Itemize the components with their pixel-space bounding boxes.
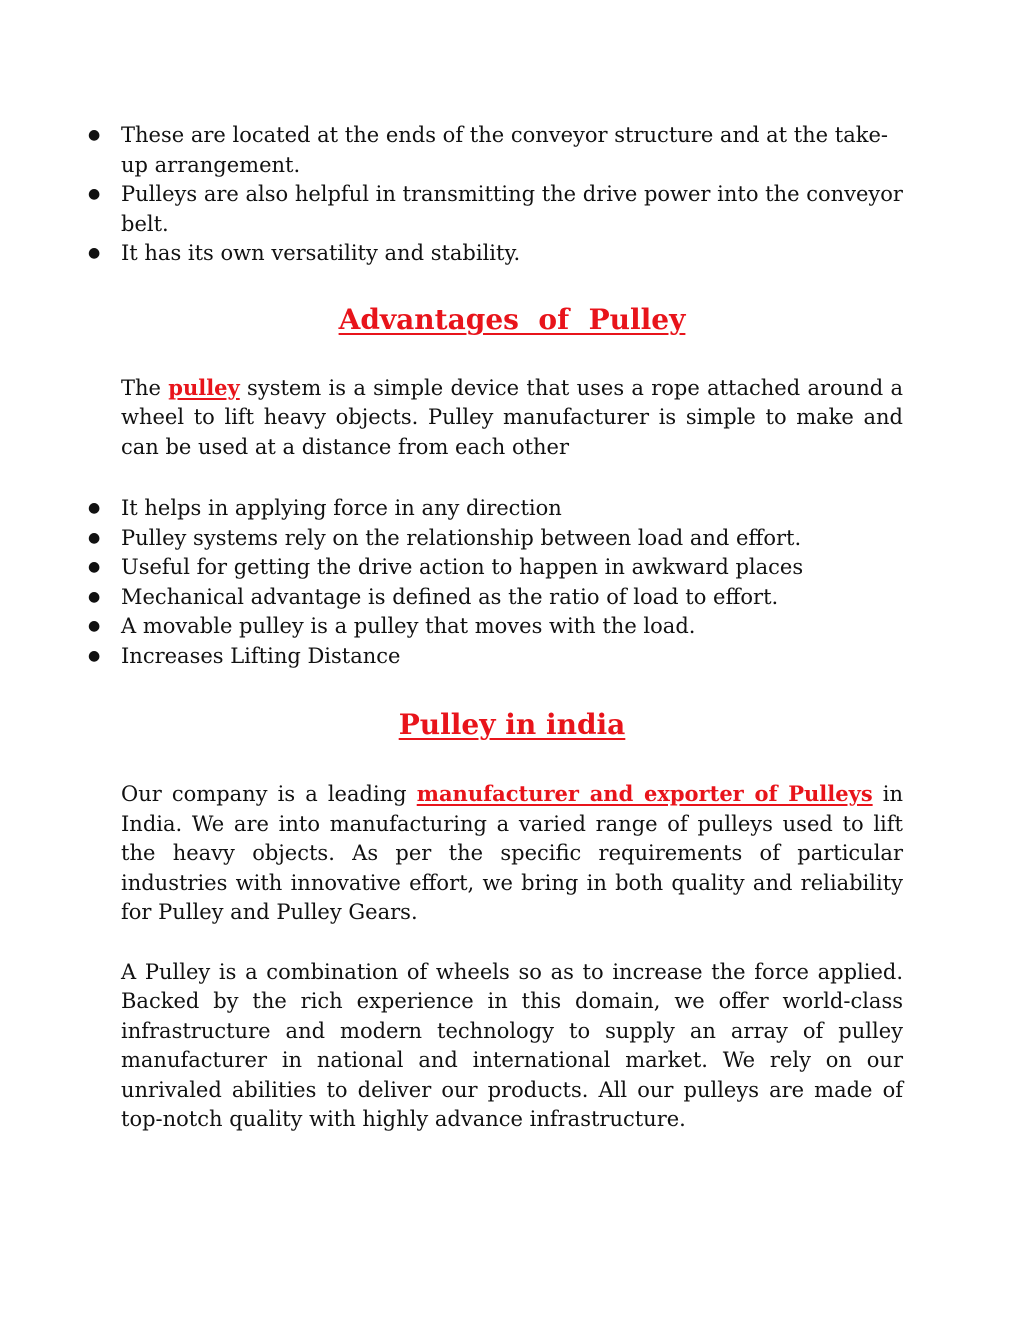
bullet-dot-icon: ● [88, 500, 101, 516]
list-item-text: A movable pulley is a pulley that moves with the load. [121, 614, 696, 638]
list-item [88, 524, 903, 554]
bullet-dot-icon: ● [88, 647, 101, 664]
list-item [88, 553, 903, 583]
document-content [88, 121, 903, 1135]
list-item-text: These are located at the ends of the conveyor structure and at the take-up arrangement. [121, 123, 888, 177]
list-item [88, 239, 903, 269]
advantages-paragraph [121, 373, 903, 463]
bullet-dot-icon: ● [88, 559, 101, 575]
advantages-heading: Advantages of Pulley [338, 302, 686, 336]
list-item-text: Pulley systems rely on the relationship between load and effort. [121, 525, 802, 550]
list-item [88, 180, 903, 239]
list-item [88, 494, 903, 524]
bullet-dot-icon: ● [88, 245, 101, 261]
list-item-text: It has its own versatility and stability. [121, 241, 521, 265]
list-item [88, 642, 903, 672]
advantages-bullet-list [88, 494, 903, 671]
list-item-text: Pulleys are also helpful in transmitting the drive power into the conveyor belt. [121, 182, 903, 236]
india-paragraph-2: A Pulley is a combination of wheels so as to increase the force applied. Backed by the rich experience in this domain, we offer world-class infrastructure and modern technology to supply an array of pulley manufacturer in national and international market. We rely on our unrivaled abilities to deliver our products. All our pulleys are made of top-notch quality with highly advance infrastructure. [121, 959, 903, 1131]
list-item-text: It helps in applying force in any direction [121, 496, 562, 520]
paragraph-text: in India. We are into manufacturing a varied range of pulleys used to lift the heavy objects. As per the specific requirements of particular industries with innovative effort, we bring in both quality and reliability for Pulley and Pulley Gears. [121, 782, 903, 924]
bullet-dot-icon: ● [88, 186, 101, 202]
list-item [88, 121, 903, 180]
pulley-in-india-heading: Pulley in india [398, 708, 626, 741]
list-item [88, 583, 903, 613]
list-item-text: Useful for getting the drive action to happen in awkward places [121, 555, 804, 579]
intro-bullet-list [88, 121, 903, 269]
list-item-text: Increases Lifting Distance [121, 643, 401, 668]
list-item-text: Mechanical advantage is defined as the ratio of load to effort. [121, 584, 779, 609]
bullet-dot-icon: ● [88, 588, 101, 605]
paragraph-text: system is a simple device that uses a rope attached around a wheel to lift heavy objects. Pulley manufacturer is simple to make and can be used at a distance from each other [121, 375, 903, 459]
bullet-dot-icon: ● [88, 618, 101, 634]
list-item [88, 612, 903, 642]
paragraph-text: The [121, 375, 169, 400]
pulley-link[interactable]: pulley [168, 374, 240, 400]
manufacturer-exporter-link[interactable]: manufacturer and exporter of Pulleys [416, 781, 873, 806]
india-paragraph-1 [121, 779, 903, 928]
bullet-dot-icon: ● [88, 127, 101, 143]
paragraph-text: Our company is a leading [121, 782, 417, 806]
bullet-dot-icon: ● [88, 529, 101, 546]
